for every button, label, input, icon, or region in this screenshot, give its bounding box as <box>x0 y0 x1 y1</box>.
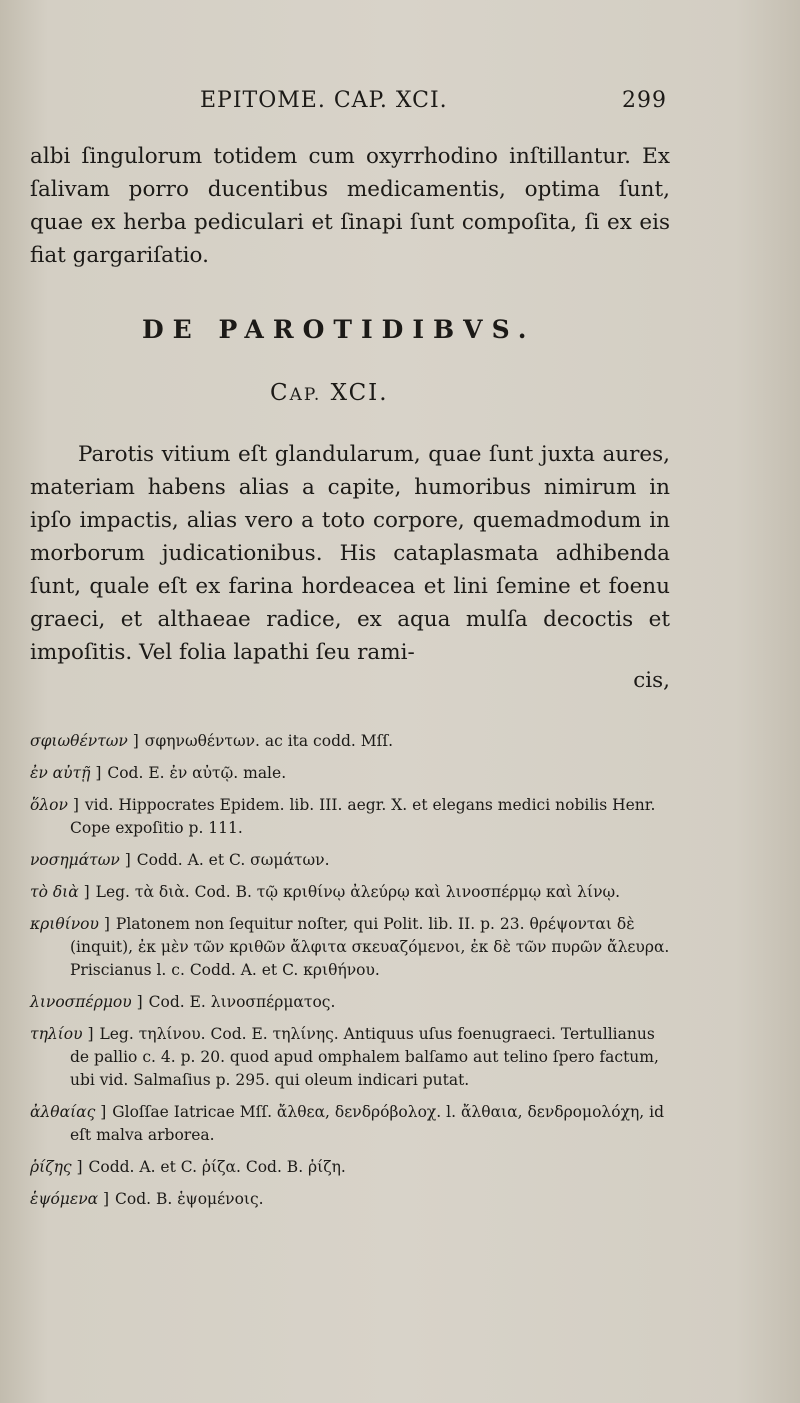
section-heading: DE PAROTIDIBVS. <box>142 315 536 344</box>
running-title: EPITOME. CAP. XCI. <box>200 88 448 113</box>
catchword: cis, <box>633 668 670 693</box>
footnote: ὅλον ] vid. Hippocrates Epidem. lib. III. aegr. X. et elegans medici nobilis Henr. Cope expoſitio p. 111. <box>30 796 656 837</box>
note-text: Codd. A. et C. σωμάτων. <box>136 851 330 869</box>
note-text: Cod. E. λινοσπέρματος. <box>148 993 336 1011</box>
note-text: σφηνωθέντων. ac ita codd. Mſſ. <box>144 732 394 750</box>
footnote: τὸ διὰ ] Leg. τὰ διὰ. Cod. B. τῷ κριθίνῳ ἀλεύρῳ καὶ λινοσπέρμῳ καὶ λίνῳ. <box>30 883 621 901</box>
footnote: λινοσπέρμου ] Cod. E. λινοσπέρματος. <box>30 993 336 1011</box>
note-lemma: κριθίνου <box>30 915 99 933</box>
main-paragraph: Parotis vitium eſt glandularum, quae ſunt juxta aures, materiam habens alias a capite, humoribus nimirum in ipſo impactis, alias vero a toto corpore, quemadmodum in morborum judicationibus. His cataplasmata adhibenda ſunt, quale eſt ex farina hordeacea et lini ſemine et foenu graeci, et althaeae radice, ex aqua mulſa decoctis et impoſitis. Vel folia lapathi ſeu rami- <box>30 442 670 665</box>
running-header <box>0 88 800 118</box>
note-lemma: ἑψόμενα <box>30 1190 99 1208</box>
chapter-number: XCI. <box>330 380 389 406</box>
note-text: Leg. τὰ διὰ. Cod. B. τῷ κριθίνῳ ἀλεύρῳ καὶ λινοσπέρμῳ καὶ λίνῳ. <box>95 883 621 901</box>
chapter-prefix-small: AP. <box>289 385 322 405</box>
note-text: Cod. E. ἐν αὐτῷ. male. <box>107 764 287 782</box>
footnote: ἀλθαίας ] Gloſſae Iatricae Mſſ. ἄλθεα, δενδρόβολοχ. l. ἄλθαια, δενδρομολόχη, id eſt malva arborea. <box>30 1103 664 1144</box>
note-lemma: τηλίου <box>30 1025 83 1043</box>
note-lemma: ῥίζης <box>30 1158 72 1176</box>
note-lemma: σφιωθέντων <box>30 732 128 750</box>
footnote: νοσημάτων ] Codd. A. et C. σωμάτων. <box>30 851 330 869</box>
note-text: Codd. A. et C. ῥίζα. Cod. B. ῥίζη. <box>88 1158 346 1176</box>
footnote: τηλίου ] Leg. τηλίνου. Cod. E. τηλίνης. Antiquus uſus foenugraeci. Tertullianus de pallio c. 4. p. 20. quod apud omphalem balſamo aut telino ſpero factum, ubi vid. Salmaſius p. 295. qui oleum indicari putat. <box>30 1025 659 1089</box>
page-number: 299 <box>622 88 667 113</box>
footnote: κριθίνου ] Platonem non ſequitur noſter, qui Polit. lib. II. p. 23. θρέψονται δὲ (inquit), ἐκ μὲν τῶν κριθῶν ἄλφιτα σκευαζόμενοι, ἐκ δὲ τῶν πυρῶν ἄλευρα. Priscianus l. c. Codd. A. et C. κριθήνου. <box>30 915 670 979</box>
note-text: vid. Hippocrates Epidem. lib. III. aegr. X. et elegans medici nobilis Henr. Cope expoſitio p. 111. <box>70 796 656 837</box>
note-lemma: λινοσπέρμου <box>30 993 132 1011</box>
note-lemma: νοσημάτων <box>30 851 120 869</box>
note-text: Cod. B. ἑψομένοις. <box>115 1190 264 1208</box>
note-text: Gloſſae Iatricae Mſſ. ἄλθεα, δενδρόβολοχ. l. ἄλθαια, δενδρομολόχη, id eſt malva arborea. <box>70 1103 664 1144</box>
footnote: ἐν αὐτῇ ] Cod. E. ἐν αὐτῷ. male. <box>30 764 287 782</box>
footnote: ῥίζης ] Codd. A. et C. ῥίζα. Cod. B. ῥίζη. <box>30 1158 346 1176</box>
footnote: σφιωθέντων ] σφηνωθέντων. ac ita codd. Mſſ. <box>30 732 394 750</box>
footnote: ἑψόμενα ] Cod. B. ἑψομένοις. <box>30 1190 264 1208</box>
note-lemma: τὸ διὰ <box>30 883 79 901</box>
chapter-title <box>270 380 389 406</box>
note-lemma: ἐν αὐτῇ <box>30 764 91 782</box>
note-lemma: ἀλθαίας <box>30 1103 96 1121</box>
note-text: Leg. τηλίνου. Cod. E. τηλίνης. Antiquus uſus foenugraeci. Tertullianus de pallio c. 4. p. 20. quod apud omphalem balſamo aut telino ſpero factum, ubi vid. Salmaſius p. 295. qui oleum indicari putat. <box>70 1025 659 1089</box>
note-text: Platonem non ſequitur noſter, qui Polit. lib. II. p. 23. θρέψονται δὲ (inquit), ἐκ μὲν τῶν κριθῶν ἄλφιτα σκευαζόμενοι, ἐκ δὲ τῶν πυρῶν ἄλευρα. Priscianus l. c. Codd. A. et C. κριθήνου. <box>70 915 670 979</box>
note-lemma: ὅλον <box>30 796 68 814</box>
chapter-prefix: C <box>270 380 290 406</box>
intro-paragraph: albi ſingulorum totidem cum oxyrrhodino inſtillantur. Ex ſalivam porro ducentibus medicamentis, optima ſunt, quae ex herba pediculari et ſinapi ſunt compoſita, ſi ex eis fiat gargariſatio. <box>30 144 670 268</box>
footnotes <box>30 730 670 1220</box>
main-text <box>30 438 670 669</box>
